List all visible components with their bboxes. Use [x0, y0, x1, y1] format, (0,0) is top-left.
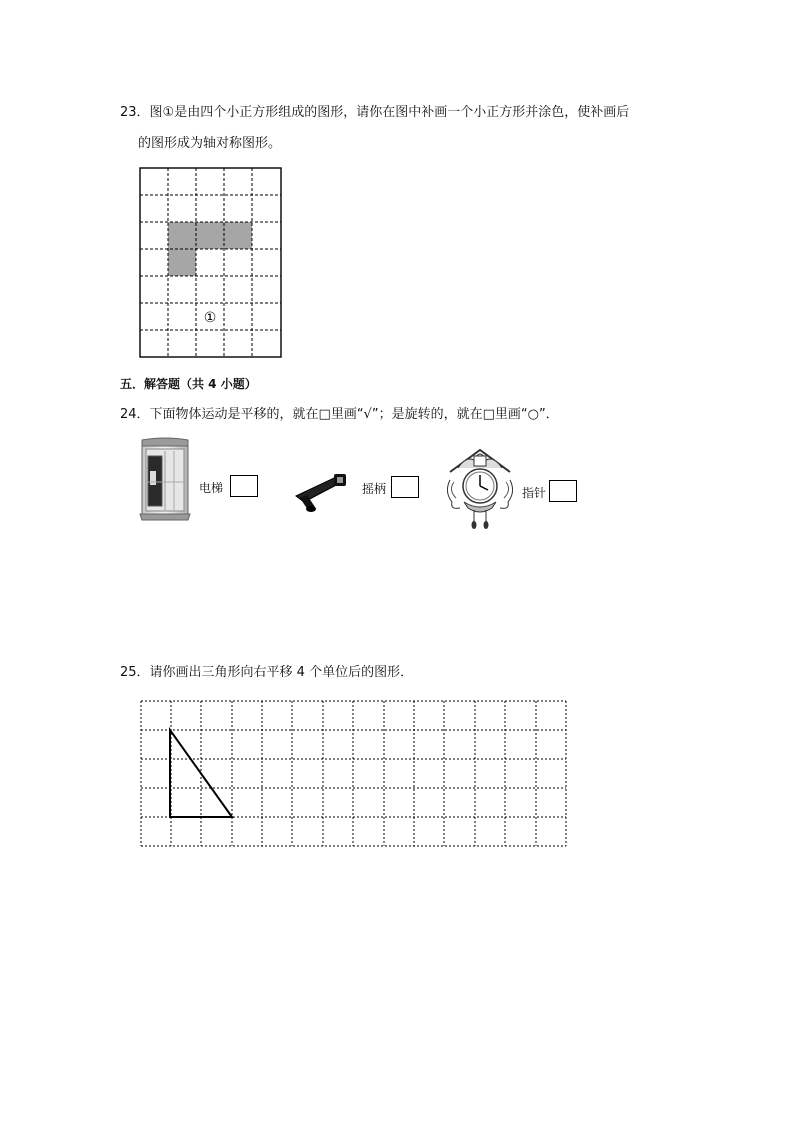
- crank-label: 摇柄: [362, 482, 387, 496]
- clock-label: 指针: [522, 486, 547, 500]
- shaded-cell: [224, 222, 252, 249]
- original-triangle: [170, 730, 232, 817]
- crank-answer-box[interactable]: [391, 476, 419, 498]
- figure-marker: ①: [203, 310, 217, 326]
- elevator-icon: [138, 436, 192, 522]
- shaded-cell: [168, 249, 196, 276]
- q25-text: 25．请你画出三角形向右平移 4 个单位后的图形．: [120, 665, 414, 680]
- cuckoo-clock-icon: [444, 446, 516, 530]
- q25-grid-lines: [141, 701, 566, 846]
- q25-grid[interactable]: [140, 700, 568, 848]
- shaded-cell: [168, 222, 196, 249]
- q24-text: 24．下面物体运动是平移的，就在□里画“√”；是旋转的，就在□里画“○”．: [120, 407, 559, 422]
- q23-grid[interactable]: [139, 167, 283, 359]
- q23-grid-inner-lines: [140, 168, 281, 357]
- q23-grid-border: [140, 168, 281, 357]
- clock-answer-box[interactable]: [549, 480, 577, 502]
- elevator-label: 电梯: [199, 481, 224, 495]
- q23-text-line2: 的图形成为轴对称图形。: [138, 136, 282, 151]
- crank-handle-icon: [290, 468, 348, 516]
- q23-text-line1: 23．图①是由四个小正方形组成的图形，请你在图中补画一个小正方形并涂色，使补画后: [120, 105, 630, 120]
- section-title: 五．解答题（共 4 小题）: [120, 377, 257, 391]
- elevator-answer-box[interactable]: [230, 475, 258, 497]
- shaded-cell: [196, 222, 224, 249]
